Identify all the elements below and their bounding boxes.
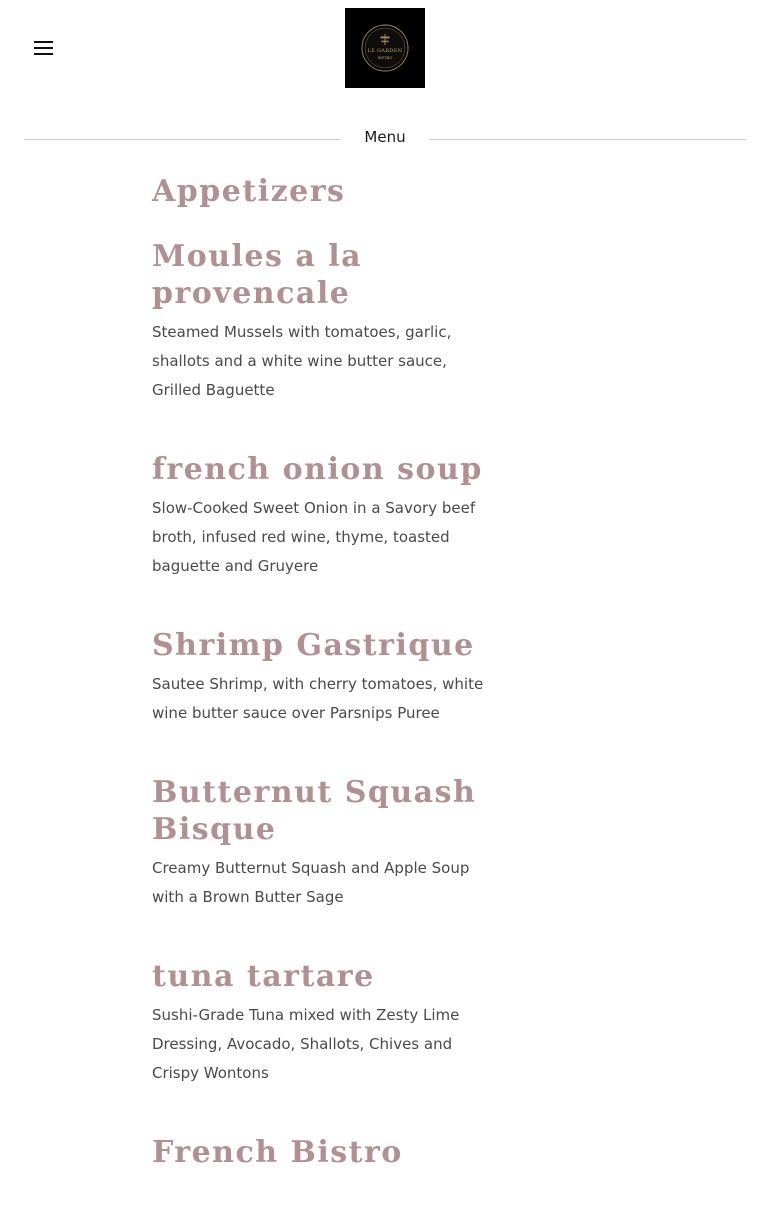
category-title: Appetizers — [152, 174, 346, 209]
menu-item — [152, 958, 497, 1088]
menu-item — [152, 451, 497, 581]
site-header — [0, 0, 770, 100]
section-label: Menu — [364, 128, 406, 146]
hamburger-menu-icon[interactable] — [34, 40, 54, 56]
hamburger-line — [34, 47, 53, 49]
menu-item-description: Steamed Mussels with tomatoes, garlic, shallots and a white wine butter sauce, Grilled Baguette — [152, 323, 452, 399]
logo-emblem-icon — [345, 8, 425, 88]
menu-item — [152, 1134, 497, 1171]
menu-item-description: Creamy Butternut Squash and Apple Soup with a Brown Butter Sage — [152, 859, 470, 906]
menu-item — [152, 238, 497, 405]
menu-item-name: tuna tartare — [152, 959, 375, 994]
section-divider — [24, 126, 746, 152]
hamburger-line — [34, 53, 53, 55]
le-garden-bistro-logo[interactable] — [345, 8, 425, 88]
divider-line-right — [429, 139, 746, 140]
menu-item-name: Butternut Squash Bisque — [152, 775, 477, 847]
logo-text-line1: LE GARDEN — [367, 48, 403, 54]
menu-item-name: Shrimp Gastrique — [152, 628, 475, 663]
menu-content — [152, 172, 497, 1217]
menu-item — [152, 774, 497, 912]
menu-item-name: Moules a la provencale — [152, 239, 363, 311]
menu-item — [152, 627, 497, 728]
menu-item-name: French Bistro — [152, 1135, 403, 1170]
menu-item-description: Sautee Shrimp, with cherry tomatoes, white wine butter sauce over Parsnips Puree — [152, 675, 484, 722]
divider-line-left — [24, 139, 341, 140]
hamburger-line — [34, 41, 53, 43]
menu-item-description: Sushi-Grade Tuna mixed with Zesty Lime Dressing, Avocado, Shallots, Chives and Crispy Wontons — [152, 1006, 460, 1082]
menu-item-description: Slow-Cooked Sweet Onion in a Savory beef broth, infused red wine, thyme, toasted baguette and Gruyere — [152, 499, 476, 575]
menu-item-name: french onion soup — [152, 452, 483, 487]
logo-text-line2: BISTRO — [377, 56, 393, 60]
